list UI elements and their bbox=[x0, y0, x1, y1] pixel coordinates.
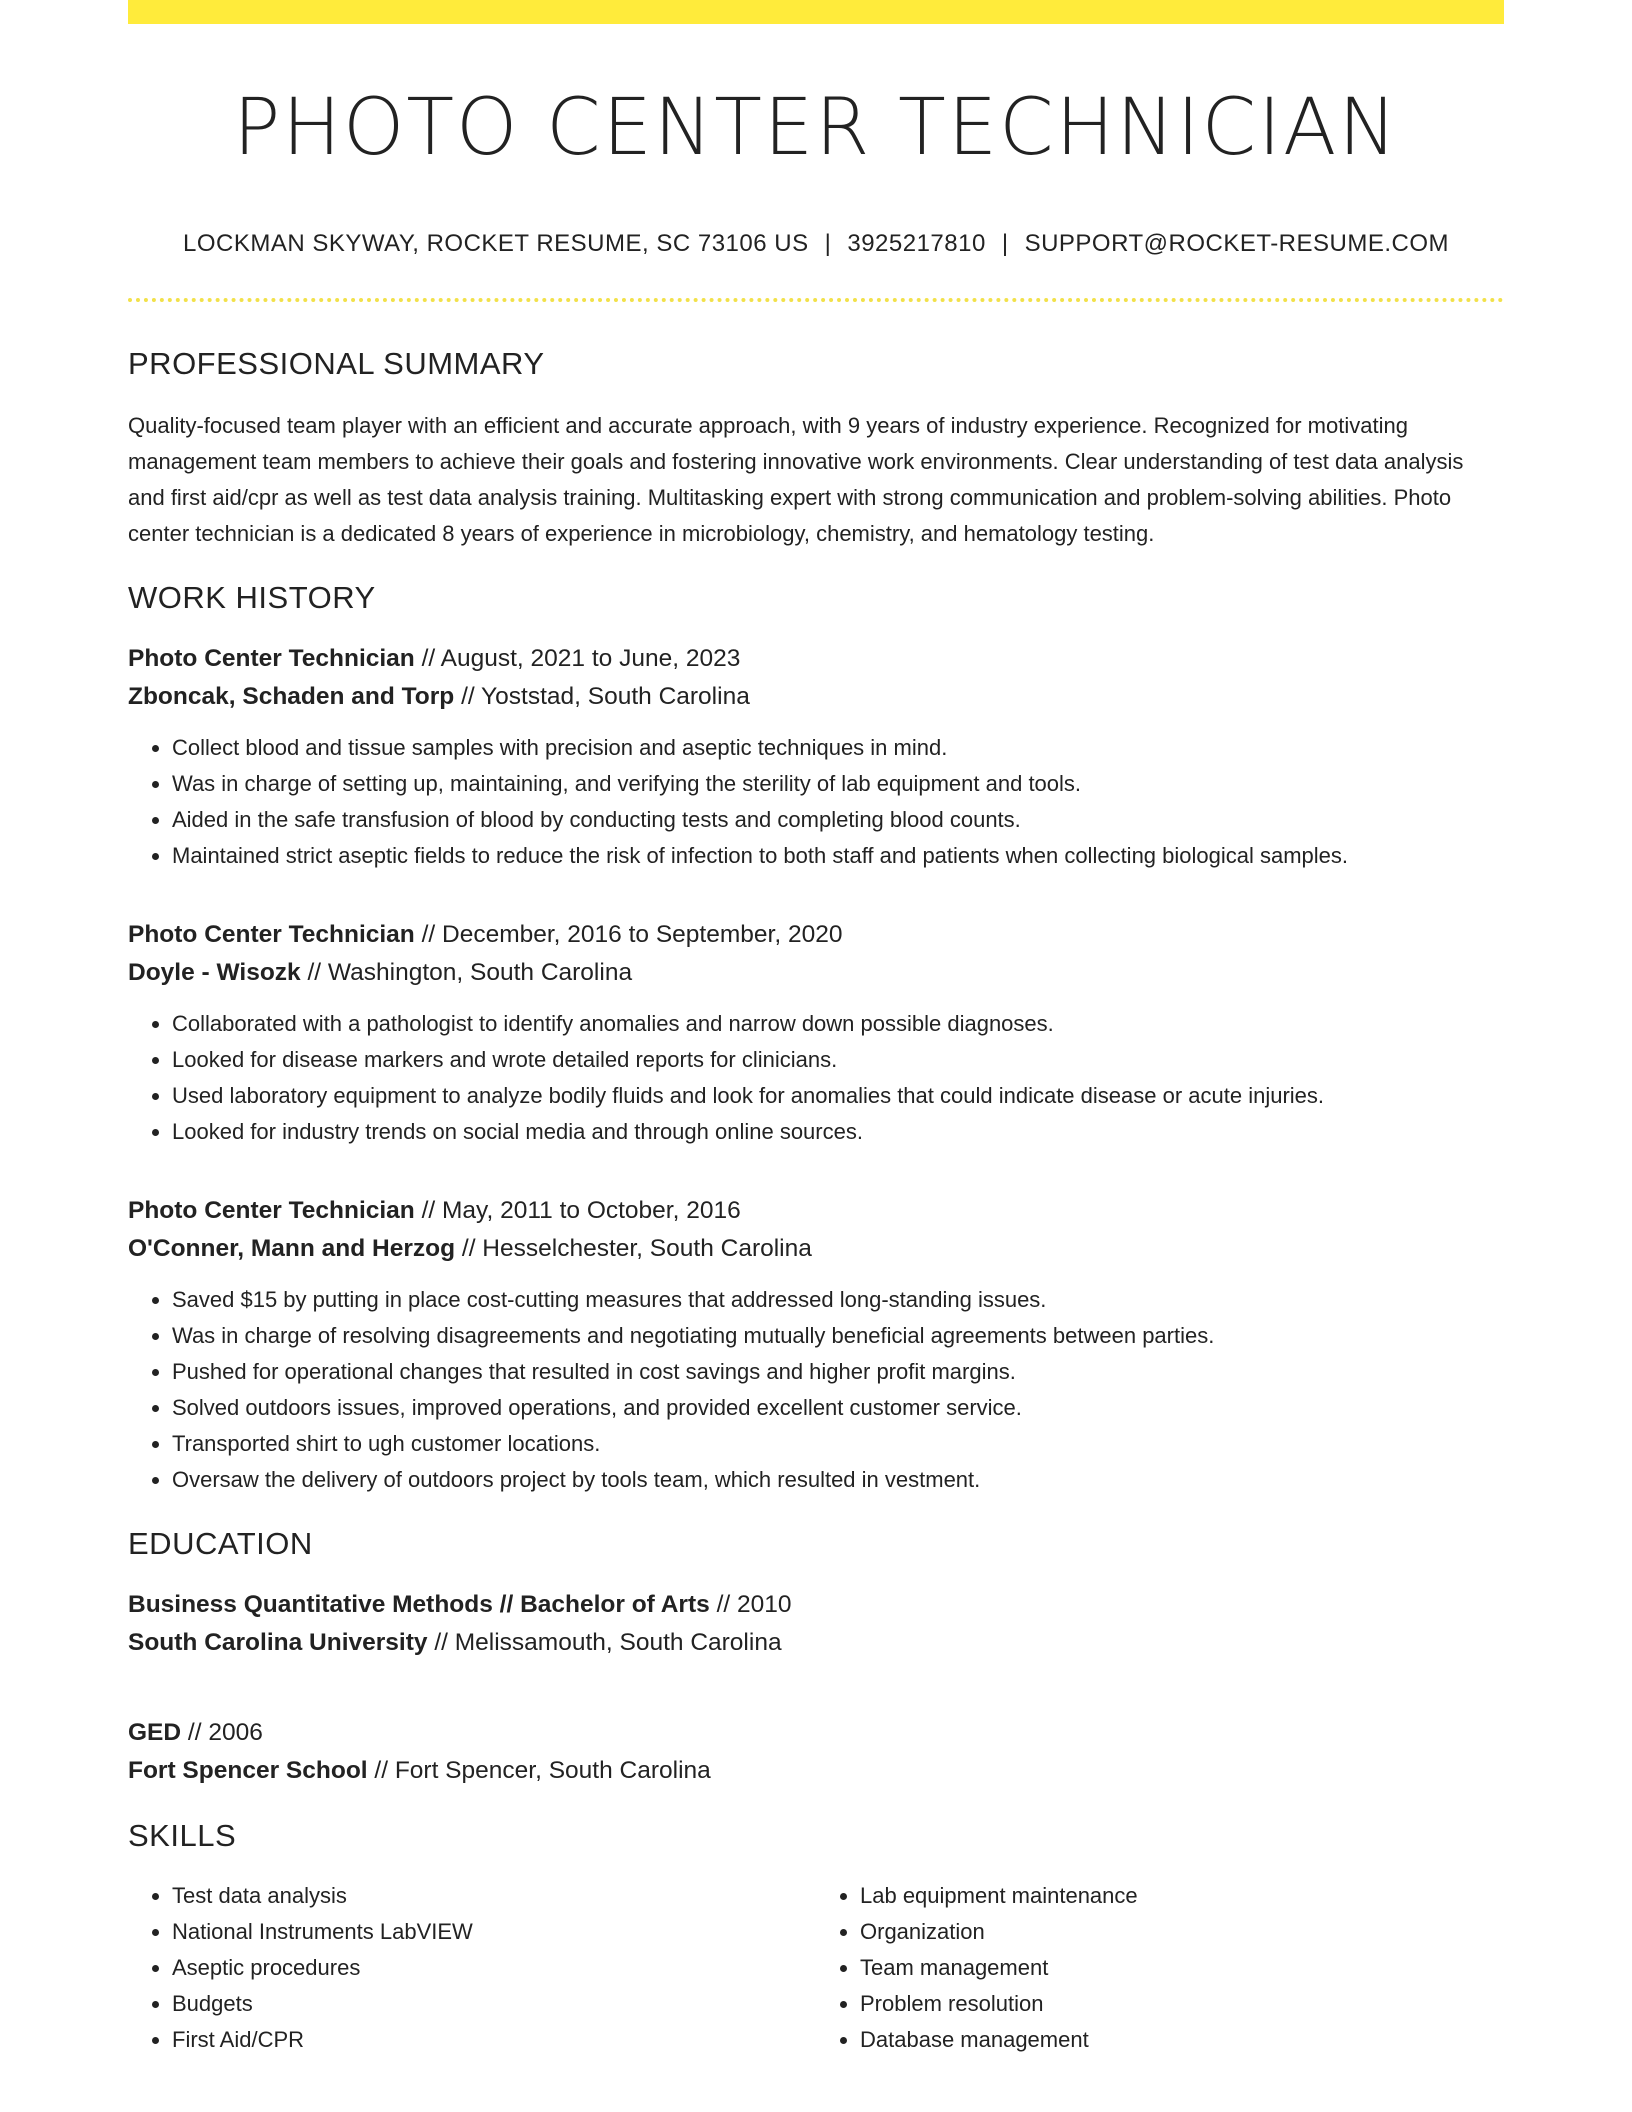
edu-location: // Fort Spencer, South Carolina bbox=[367, 1756, 711, 1784]
edu-degree-line bbox=[128, 1586, 1504, 1624]
edu-year: // 2010 bbox=[709, 1590, 792, 1618]
job-location: // Hesselchester, South Carolina bbox=[455, 1234, 812, 1262]
list-item: • Lab equipment maintenance bbox=[860, 1878, 1504, 1914]
summary-text: Quality-focused team player with an efficient and accurate approach, with 9 years of industry experience. Recognized for motivating management team members to achieve their goals and fostering innovative work environments. Clear understanding of test data analysis and first aid/cpr as well as test data analysis training. Multitasking expert with strong communication and problem-solving abilities. Photo center technician is a dedicated 8 years of experience in microbiology, chemistry, and hematology testing. bbox=[128, 412, 1464, 546]
job-company-line bbox=[128, 678, 1504, 716]
section-title-skills: SKILLS bbox=[128, 1817, 237, 1853]
list-item: • Budgets bbox=[172, 1986, 816, 2022]
edu-year: // 2006 bbox=[181, 1718, 263, 1746]
top-accent-bar bbox=[128, 0, 1504, 24]
list-item: • Maintained strict aseptic fields to reduce the risk of infection to both staff and patients when collecting biological samples. bbox=[172, 838, 1504, 874]
job-location: // Yoststad, South Carolina bbox=[454, 682, 750, 710]
job-location: // Washington, South Carolina bbox=[300, 958, 633, 986]
job-company-line bbox=[128, 954, 1504, 992]
job-company: Doyle - Wisozk bbox=[128, 958, 301, 986]
email: SUPPORT@ROCKET-RESUME.COM bbox=[1024, 229, 1450, 257]
resume-page bbox=[128, 0, 1504, 2058]
job-bullets bbox=[128, 730, 1504, 874]
list-item: • Database management bbox=[860, 2022, 1504, 2058]
dotted-divider bbox=[128, 298, 1504, 302]
job-role: Photo Center Technician bbox=[128, 920, 415, 948]
job-company: O'Conner, Mann and Herzog bbox=[128, 1234, 456, 1262]
edu-school: South Carolina University bbox=[128, 1628, 428, 1656]
separator: | bbox=[1001, 229, 1009, 257]
edu-school-line bbox=[128, 1624, 1504, 1662]
edu-degree-line bbox=[128, 1714, 1504, 1752]
job-bullets bbox=[128, 1006, 1504, 1150]
list-item: • Oversaw the delivery of outdoors project by tools team, which resulted in vestment. bbox=[172, 1462, 1504, 1498]
job-company-line bbox=[128, 1230, 1504, 1268]
contact-line bbox=[128, 230, 1504, 258]
skills-column-left bbox=[128, 1878, 816, 2058]
list-item: • Collaborated with a pathologist to identify anomalies and narrow down possible diagnoses. bbox=[172, 1006, 1504, 1042]
edu-degree: GED bbox=[128, 1718, 182, 1746]
edu-degree: Business Quantitative Methods // Bachelor of Arts bbox=[128, 1590, 710, 1618]
job-dates: // August, 2021 to June, 2023 bbox=[414, 644, 741, 672]
list-item: • Saved $15 by putting in place cost-cutting measures that addressed long-standing issues. bbox=[172, 1282, 1504, 1318]
edu-school: Fort Spencer School bbox=[128, 1756, 368, 1784]
list-item: • Was in charge of resolving disagreements and negotiating mutually beneficial agreements between parties. bbox=[172, 1318, 1504, 1354]
list-item: • Transported shirt to ugh customer locations. bbox=[172, 1426, 1504, 1462]
job-entry bbox=[128, 916, 1504, 1150]
list-item: • National Instruments LabVIEW bbox=[172, 1914, 816, 1950]
list-item: • Aseptic procedures bbox=[172, 1950, 816, 1986]
job-dates: // December, 2016 to September, 2020 bbox=[414, 920, 843, 948]
list-item: • Team management bbox=[860, 1950, 1504, 1986]
list-item: • Pushed for operational changes that resulted in cost savings and higher profit margins. bbox=[172, 1354, 1504, 1390]
job-role-line bbox=[128, 640, 1504, 678]
job-entry bbox=[128, 640, 1504, 874]
list-item: • Used laboratory equipment to analyze bodily fluids and look for anomalies that could indicate disease or acute injuries. bbox=[172, 1078, 1504, 1114]
job-dates: // May, 2011 to October, 2016 bbox=[414, 1196, 741, 1224]
separator: | bbox=[824, 229, 832, 257]
section-title-education: EDUCATION bbox=[128, 1525, 313, 1561]
resume-title: PHOTO CENTER TECHNICIAN bbox=[233, 83, 1399, 173]
job-role: Photo Center Technician bbox=[128, 644, 415, 672]
list-item: • Problem resolution bbox=[860, 1986, 1504, 2022]
job-role: Photo Center Technician bbox=[128, 1196, 415, 1224]
list-item: • Test data analysis bbox=[172, 1878, 816, 1914]
list-item: • Looked for industry trends on social media and through online sources. bbox=[172, 1114, 1504, 1150]
list-item: • Was in charge of setting up, maintaining, and verifying the sterility of lab equipment and tools. bbox=[172, 766, 1504, 802]
job-bullets bbox=[128, 1282, 1504, 1498]
list-item: • Aided in the safe transfusion of blood by conducting tests and completing blood counts. bbox=[172, 802, 1504, 838]
education-entry bbox=[128, 1586, 1504, 1662]
skills-list bbox=[128, 1878, 1504, 2058]
job-company: Zboncak, Schaden and Torp bbox=[128, 682, 455, 710]
edu-location: // Melissamouth, South Carolina bbox=[427, 1628, 782, 1656]
job-entry bbox=[128, 1192, 1504, 1498]
section-title-work: WORK HISTORY bbox=[128, 579, 376, 615]
list-item: • First Aid/CPR bbox=[172, 2022, 816, 2058]
skills-column-right bbox=[816, 1878, 1504, 2058]
list-item: • Solved outdoors issues, improved operations, and provided excellent customer service. bbox=[172, 1390, 1504, 1426]
list-item: • Organization bbox=[860, 1914, 1504, 1950]
list-item: • Looked for disease markers and wrote detailed reports for clinicians. bbox=[172, 1042, 1504, 1078]
address: LOCKMAN SKYWAY, ROCKET RESUME, SC 73106 US bbox=[182, 229, 809, 257]
section-title-summary: PROFESSIONAL SUMMARY bbox=[128, 345, 545, 381]
job-role-line bbox=[128, 916, 1504, 954]
phone: 3925217810 bbox=[847, 229, 986, 257]
job-role-line bbox=[128, 1192, 1504, 1230]
education-entry bbox=[128, 1714, 1504, 1790]
edu-school-line bbox=[128, 1752, 1504, 1790]
list-item: • Collect blood and tissue samples with precision and aseptic techniques in mind. bbox=[172, 730, 1504, 766]
